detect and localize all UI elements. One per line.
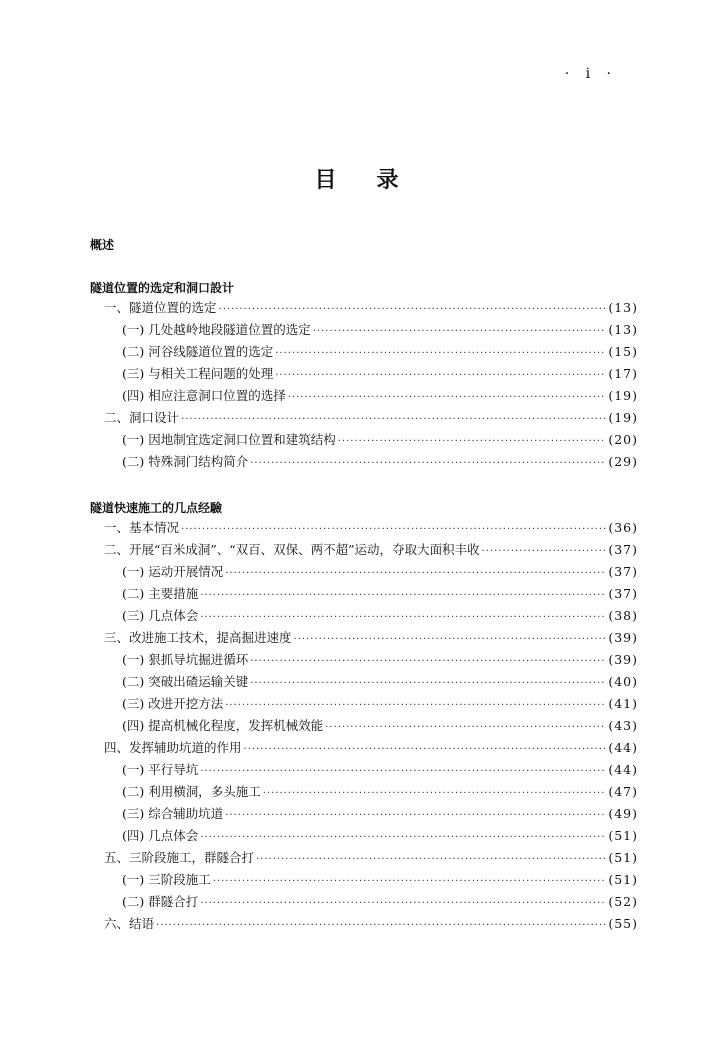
- toc-entry[interactable]: [90, 518, 638, 538]
- toc-entry[interactable]: [90, 408, 638, 428]
- toc-entry-label: (一) 运动开展情况: [122, 564, 224, 579]
- toc-entry-page: (49): [608, 806, 638, 821]
- toc-entry-label: (四) 相应注意洞口位置的选择: [122, 388, 286, 403]
- toc-entry-page: (47): [608, 784, 638, 799]
- dot-leader: [181, 414, 606, 425]
- toc-entry-label: 六、结语: [104, 916, 155, 931]
- dot-leader: [325, 722, 606, 733]
- toc-entry-label: (二) 突破出碴运输关键: [122, 674, 249, 689]
- toc-entry[interactable]: [90, 760, 638, 780]
- dot-leader: [250, 656, 606, 667]
- toc-entry-label: (一) 几处越岭地段隧道位置的选定: [122, 322, 311, 337]
- dot-leader: [200, 898, 606, 909]
- toc-entry-page: (13): [608, 322, 638, 337]
- toc-entry[interactable]: [90, 298, 638, 318]
- toc-entry[interactable]: [90, 540, 638, 560]
- toc-entry-page: (15): [608, 344, 638, 359]
- dot-leader: [244, 744, 607, 755]
- dot-leader: [275, 348, 606, 359]
- dot-leader: [263, 788, 607, 799]
- toc-entry[interactable]: [90, 672, 638, 692]
- toc-entry[interactable]: [90, 848, 638, 868]
- toc-entry[interactable]: [90, 826, 638, 846]
- toc-entry-page: (29): [608, 454, 638, 469]
- toc-entry[interactable]: [90, 870, 638, 890]
- dot-leader: [313, 326, 607, 337]
- dot-leader: [225, 568, 606, 579]
- toc-entry-page: (40): [608, 674, 638, 689]
- dot-leader: [213, 876, 607, 887]
- dot-leader: [225, 700, 606, 711]
- toc-entry-page: (38): [608, 608, 638, 623]
- toc-entry-page: (44): [608, 740, 638, 755]
- dot-leader: [288, 392, 607, 403]
- toc-entry[interactable]: [90, 804, 638, 824]
- toc-entry-page: (37): [608, 542, 638, 557]
- toc-entry-label: 二、开展“百米成洞”、“双百、双保、两不超”运动，夺取大面积丰收: [104, 542, 480, 557]
- page-title: [0, 163, 713, 194]
- toc-entry-page: (43): [608, 718, 638, 733]
- dot-leader: [200, 832, 606, 843]
- dot-leader: [200, 766, 606, 777]
- toc-entry[interactable]: [90, 716, 638, 736]
- toc-entry-label: (一) 狠抓导坑掘进循环: [122, 652, 249, 667]
- dot-leader: [338, 436, 607, 447]
- toc-entry-page: (13): [608, 300, 638, 315]
- toc-entry-label: 三、改进施工技术，提高掘进速度: [104, 630, 292, 645]
- toc-entry-page: (19): [608, 410, 638, 425]
- title-char-2: 录: [376, 168, 399, 193]
- toc-entry-label: (二) 河谷线隧道位置的选定: [122, 344, 274, 359]
- toc-entry-page: (17): [608, 366, 638, 381]
- dot-leader: [482, 546, 607, 557]
- toc-entry-page: (37): [608, 564, 638, 579]
- toc-entry[interactable]: [90, 606, 638, 626]
- dot-leader: [225, 810, 606, 821]
- toc-entry[interactable]: [90, 628, 638, 648]
- page-number: · i ·: [564, 66, 617, 82]
- toc-entry-label: (一) 因地制宜选定洞口位置和建筑结构: [122, 432, 336, 447]
- toc-entry-label: (三) 与相关工程问题的处理: [122, 366, 274, 381]
- toc-entry[interactable]: [90, 320, 638, 340]
- toc-entry-page: (39): [608, 630, 638, 645]
- dot-leader: [200, 590, 606, 601]
- dot-leader: [219, 304, 607, 315]
- toc-entry[interactable]: [90, 650, 638, 670]
- toc-entry-label: (四) 提高机械化程度，发挥机械效能: [122, 718, 324, 733]
- dot-leader: [250, 458, 606, 469]
- dot-leader: [294, 634, 607, 645]
- toc-entry[interactable]: [90, 782, 638, 802]
- dot-leader: [156, 920, 606, 931]
- toc-entry-page: (44): [608, 762, 638, 777]
- toc-entry-label: (三) 综合辅助坑道: [122, 806, 224, 821]
- toc-entry-label: (三) 几点体会: [122, 608, 199, 623]
- toc-entry-label: (二) 利用横洞，多头施工: [122, 784, 261, 799]
- toc-entry-label: 二、洞口设计: [104, 410, 180, 425]
- toc-entry[interactable]: [90, 892, 638, 912]
- toc-entry-page: (37): [608, 586, 638, 601]
- toc-entry-label: 四、发挥辅助坑道的作用: [104, 740, 242, 755]
- dot-leader: [200, 612, 606, 623]
- toc-entry-page: (51): [608, 828, 638, 843]
- toc-entry[interactable]: [90, 584, 638, 604]
- toc-entry[interactable]: [90, 386, 638, 406]
- toc-entry[interactable]: [90, 914, 638, 934]
- dot-leader: [181, 524, 606, 535]
- section-heading-rapid-construction: 隧道快速施工的几点经驗: [90, 501, 223, 515]
- toc-entry-label: (二) 主要措施: [122, 586, 199, 601]
- dot-leader: [250, 678, 606, 689]
- toc-entry-page: (55): [608, 916, 638, 931]
- title-char-1: 目: [314, 168, 337, 193]
- toc-entry[interactable]: [90, 738, 638, 758]
- toc-entry-page: (20): [608, 432, 638, 447]
- toc-entry-page: (36): [608, 520, 638, 535]
- toc-entry[interactable]: [90, 694, 638, 714]
- toc-entry-label: 五、三阶段施工，群隧合打: [104, 850, 255, 865]
- section-heading-overview: 概述: [90, 238, 115, 252]
- dot-leader: [275, 370, 606, 381]
- toc-entry-page: (19): [608, 388, 638, 403]
- toc-entry[interactable]: [90, 364, 638, 384]
- toc-entry[interactable]: [90, 430, 638, 450]
- toc-entry-page: (39): [608, 652, 638, 667]
- toc-entry-page: (41): [608, 696, 638, 711]
- toc-entry-label: (二) 特殊洞门结构简介: [122, 454, 249, 469]
- toc-entry[interactable]: [90, 562, 638, 582]
- toc-entry-page: (52): [608, 894, 638, 909]
- toc-entry-label: 一、隧道位置的选定: [104, 300, 217, 315]
- toc-entry-label: 一、基本情况: [104, 520, 180, 535]
- toc-entry-label: (四) 几点体会: [122, 828, 199, 843]
- toc-entry-label: (一) 三阶段施工: [122, 872, 211, 887]
- section-heading-tunnel-location: 隧道位置的选定和洞口設计: [90, 281, 235, 295]
- toc-entry[interactable]: [90, 452, 638, 472]
- toc-entry-page: (51): [608, 872, 638, 887]
- dot-leader: [256, 854, 606, 865]
- toc-entry-label: (一) 平行导坑: [122, 762, 199, 777]
- toc-entry-page: (51): [608, 850, 638, 865]
- toc-entry-label: (三) 改进开挖方法: [122, 696, 224, 711]
- toc-entry-label: (二) 群隧合打: [122, 894, 199, 909]
- toc-entry[interactable]: [90, 342, 638, 362]
